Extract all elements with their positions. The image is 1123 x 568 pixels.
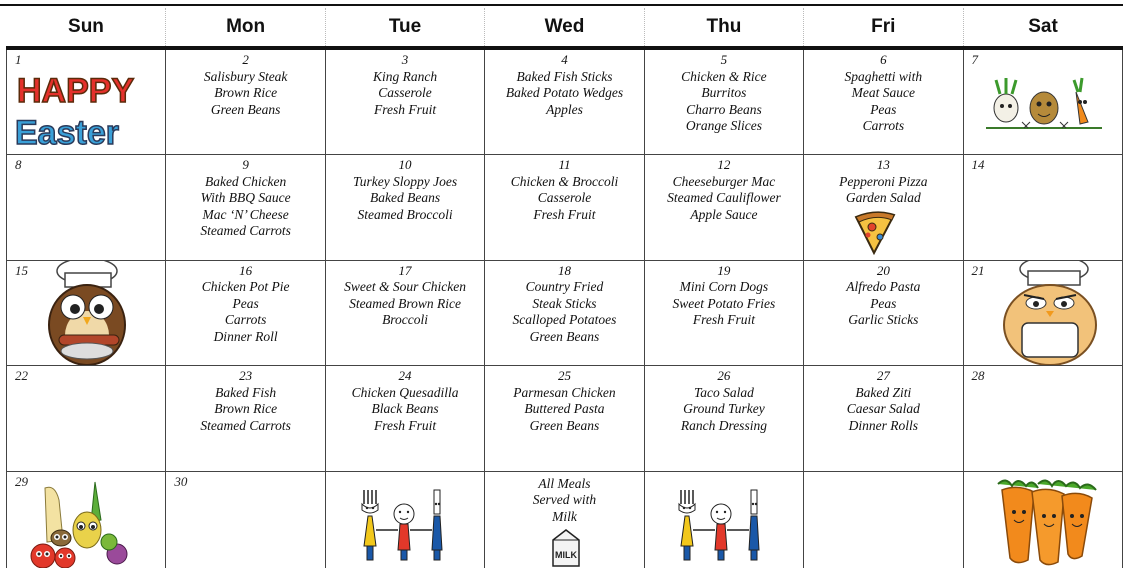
- day-number: 8: [15, 157, 22, 173]
- menu-item: Fresh Fruit: [692, 312, 755, 328]
- top-rule: [0, 4, 1123, 6]
- menu-item: Chicken & Rice: [681, 68, 767, 84]
- menu-item: Chicken Quesadilla: [351, 384, 459, 400]
- menu-item: Country Fried: [525, 279, 604, 295]
- menu-item: Peas: [870, 295, 897, 311]
- menu-item: Green Beans: [210, 101, 281, 117]
- day-number: 21: [971, 262, 985, 278]
- menu-item: Caesar Salad: [846, 401, 920, 417]
- menu-item: Steamed Carrots: [200, 223, 291, 239]
- day-number: 16: [239, 262, 253, 278]
- day-cell-22: [7, 366, 166, 471]
- day-cell-8: [7, 155, 166, 260]
- milk-carton-icon: [549, 528, 583, 568]
- day-number: 29: [15, 473, 28, 489]
- menu-item: Pepperoni Pizza: [839, 173, 928, 189]
- menu-item: Garden Salad: [845, 190, 921, 206]
- day-cell-5: [644, 48, 803, 155]
- menu-item: Steamed Carrots: [200, 417, 291, 433]
- menu-item: Charro Beans: [686, 101, 762, 117]
- menu-item: Ground Turkey: [683, 401, 765, 417]
- easter-word-happy: HAPPY: [17, 72, 135, 110]
- menu-item: Baked Fish: [215, 384, 277, 400]
- lunch-menu-calendar: [6, 8, 1123, 568]
- day-cell-29: [7, 471, 166, 568]
- day-number: 10: [398, 157, 412, 173]
- day-number: 11: [558, 157, 571, 173]
- header-wed: Wed: [485, 8, 644, 48]
- day-cell-23: [166, 366, 325, 471]
- menu-item: Ranch Dressing: [680, 417, 767, 433]
- day-cell-27: [804, 366, 963, 471]
- day-number: 30: [174, 473, 188, 489]
- menu-item: Brown Rice: [214, 85, 278, 100]
- day-cell-empty-fri: [804, 471, 963, 568]
- day-number: 24: [398, 368, 412, 384]
- day-cell-10: [325, 155, 484, 260]
- day-number: 22: [15, 368, 28, 384]
- menu-item: Baked Beans: [370, 190, 441, 206]
- pizza-slice-icon: [852, 211, 898, 255]
- day-number: 27: [876, 368, 890, 384]
- menu-item: With BBQ Sauce: [200, 190, 291, 206]
- day-cell-24: [325, 366, 484, 471]
- day-number: 25: [557, 368, 571, 384]
- day-cell-6: [804, 48, 963, 155]
- milk-note-line: Served with: [532, 492, 597, 508]
- day-cell-4: [485, 48, 644, 155]
- week-row-3: [7, 260, 1123, 365]
- header-mon: Mon: [166, 8, 325, 48]
- menu-item: Green Beans: [529, 417, 600, 433]
- day-cell-11: [485, 155, 644, 260]
- menu-item: Mac ‘N’ Cheese: [202, 206, 289, 222]
- day-cell-16: [166, 260, 325, 365]
- week-row-5: [7, 471, 1123, 568]
- menu-item: Fresh Fruit: [373, 101, 437, 117]
- utensils-holding-hands-icon: [671, 486, 771, 566]
- chef-owl-with-sausage-icon: [41, 260, 137, 365]
- menu-item: Spaghetti with: [844, 68, 923, 84]
- menu-item: Chicken & Broccoli: [510, 173, 619, 189]
- header-sun: Sun: [7, 8, 166, 48]
- day-cell-25: [485, 366, 644, 471]
- day-number: 26: [717, 368, 731, 384]
- happy-easter-art: [11, 64, 161, 150]
- menu-item: Alfredo Pasta: [846, 279, 921, 295]
- menu-item: Carrots: [224, 312, 267, 328]
- day-cell-30: [166, 471, 325, 568]
- day-number: 4: [561, 52, 568, 67]
- day-cell-17: [325, 260, 484, 365]
- day-cell-2: [166, 48, 325, 155]
- menu-item: Apples: [546, 101, 583, 117]
- day-cell-26: [644, 366, 803, 471]
- menu-item: King Ranch: [372, 68, 438, 84]
- day-number: 6: [880, 52, 887, 67]
- day-cell-28: [963, 366, 1122, 471]
- menu-item: Baked Potato Wedges: [505, 85, 624, 100]
- menu-item: Chicken Pot Pie: [201, 279, 290, 295]
- milk-carton-label: MILK: [555, 549, 578, 560]
- day-cell-empty-thu: [644, 471, 803, 568]
- day-cell-9: [166, 155, 325, 260]
- easter-word-easter: Easter: [15, 114, 119, 150]
- menu-item: Fresh Fruit: [533, 206, 596, 222]
- menu-item: Broccoli: [382, 312, 429, 328]
- menu-item: Cheeseburger Mac: [672, 173, 776, 189]
- menu-item: Fresh Fruit: [373, 417, 437, 433]
- day-cell-3: [325, 48, 484, 155]
- day-number: 2: [242, 52, 249, 67]
- menu-item: Meat Sauce: [851, 85, 915, 100]
- menu-item: Steak Sticks: [532, 295, 597, 311]
- day-number: 9: [242, 157, 249, 173]
- menu-item: Mini Corn Dogs: [679, 279, 769, 295]
- menu-item: Peas: [232, 295, 259, 311]
- menu-item: Dinner Roll: [213, 328, 278, 344]
- menu-item: Dinner Rolls: [848, 417, 918, 433]
- day-cell-19: [644, 260, 803, 365]
- menu-item: Casserole: [537, 190, 592, 206]
- day-cell-empty-tue: [325, 471, 484, 568]
- day-cell-1: [7, 48, 166, 155]
- menu-item: Baked Chicken: [204, 173, 287, 189]
- header-fri: Fri: [804, 8, 963, 48]
- menu-item: Parmesan Chicken: [513, 384, 616, 400]
- menu-item: Carrots: [862, 118, 905, 133]
- smiling-carrots-icon: [988, 474, 1108, 568]
- day-number: 18: [557, 262, 571, 278]
- week-row-2: [7, 155, 1123, 260]
- weekday-header-row: [7, 8, 1123, 48]
- day-cell-13: [804, 155, 963, 260]
- chef-owl-with-apron-icon: [994, 260, 1104, 365]
- menu-item: Brown Rice: [214, 401, 278, 417]
- day-number: 17: [398, 262, 412, 278]
- day-number: 23: [239, 368, 253, 384]
- day-number: 28: [971, 368, 985, 384]
- menu-item: Steamed Cauliflower: [667, 190, 781, 206]
- utensils-holding-hands-icon: [354, 486, 454, 566]
- header-sat: Sat: [963, 8, 1122, 48]
- menu-item: Scalloped Potatoes: [512, 312, 617, 328]
- milk-note-line: Milk: [552, 508, 577, 524]
- header-thu: Thu: [644, 8, 803, 48]
- menu-item: Taco Salad: [693, 384, 754, 400]
- day-cell-21: [963, 260, 1122, 365]
- day-cell-7: [963, 48, 1122, 155]
- menu-item: Buttered Pasta: [524, 401, 605, 417]
- day-number: 7: [971, 52, 979, 67]
- milk-note-line: All Meals: [538, 475, 591, 491]
- day-cell-18: [485, 260, 644, 365]
- week-row-4: [7, 366, 1123, 471]
- dancing-vegetables-icon: [984, 72, 1104, 132]
- week-row-1: [7, 48, 1123, 155]
- day-number: 3: [401, 52, 409, 67]
- vegetable-group-icon: [25, 480, 145, 568]
- menu-item: Steamed Brown Rice: [349, 295, 462, 311]
- menu-item: Green Beans: [529, 328, 600, 344]
- day-number: 15: [15, 262, 28, 278]
- menu-item: Turkey Sloppy Joes: [352, 173, 458, 189]
- menu-item: Apple Sauce: [690, 206, 758, 222]
- day-cell-empty-wed: [485, 471, 644, 568]
- day-number: 20: [876, 262, 890, 278]
- menu-item: Casserole: [378, 85, 432, 100]
- day-cell-12: [644, 155, 803, 260]
- menu-item: Black Beans: [371, 401, 439, 417]
- menu-item: Garlic Sticks: [848, 312, 919, 328]
- menu-item: Steamed Broccoli: [357, 206, 453, 222]
- day-number: 19: [717, 262, 731, 278]
- menu-item: Sweet Potato Fries: [672, 295, 776, 311]
- day-cell-empty-sat: [963, 471, 1122, 568]
- day-number: 5: [720, 52, 728, 67]
- menu-item: Baked Ziti: [855, 384, 912, 400]
- menu-item: Peas: [870, 101, 897, 117]
- day-number: 12: [717, 157, 731, 173]
- day-number: 14: [971, 157, 985, 173]
- day-number: 13: [876, 157, 890, 173]
- day-cell-14: [963, 155, 1122, 260]
- menu-item: Burritos: [701, 85, 747, 100]
- menu-item: Baked Fish Sticks: [516, 68, 613, 84]
- day-cell-20: [804, 260, 963, 365]
- menu-item: Salisbury Steak: [203, 68, 288, 84]
- menu-item: Orange Slices: [685, 118, 762, 133]
- day-number: 1: [15, 52, 22, 67]
- menu-item: Sweet & Sour Chicken: [344, 279, 466, 295]
- day-cell-15: [7, 260, 166, 365]
- header-tue: Tue: [325, 8, 484, 48]
